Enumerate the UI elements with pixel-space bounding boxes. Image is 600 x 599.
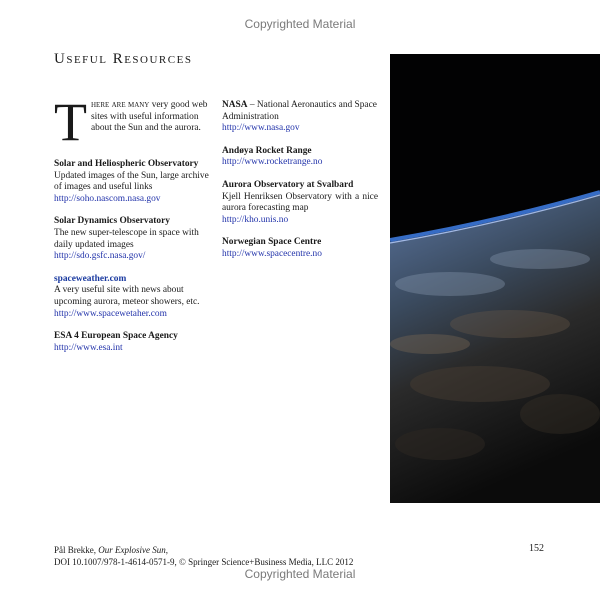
- resource-link[interactable]: http://www.rocketrange.no: [222, 157, 323, 168]
- resource-link[interactable]: http://www.nasa.gov: [222, 123, 300, 134]
- intro-paragraph: [54, 92, 214, 152]
- resource-title-rest: – National Aeronautics and Space Administration: [222, 100, 377, 122]
- resource-description: Updated images of the Sun, large archive of images and useful links: [54, 170, 209, 193]
- resource-sdo: [54, 216, 214, 262]
- resource-title-link[interactable]: spaceweather.com: [54, 273, 127, 284]
- earth-limb-image: [390, 54, 600, 503]
- resource-title: Andøya Rocket Range: [222, 145, 312, 156]
- resource-link[interactable]: http://kho.unis.no: [222, 214, 289, 225]
- resource-title: ESA 4 European Space Agency: [54, 331, 178, 342]
- footer-author-line: [54, 544, 353, 556]
- intro-rest: very good web sites with useful information about the Sun and the aurora.: [91, 100, 208, 134]
- watermark-top: Copyrighted Material: [244, 17, 356, 31]
- resource-description: The new super-telescope in space with daily updated images: [54, 227, 199, 250]
- resource-spaceweather: [54, 274, 214, 320]
- resource-title: Solar Dynamics Observatory: [54, 216, 170, 227]
- resource-title: Aurora Observatory at Svalbard: [222, 179, 354, 190]
- resource-svalbard: [222, 180, 378, 226]
- resource-title: [222, 100, 378, 123]
- earth-limb-photo: [390, 54, 600, 503]
- watermark-bottom: Copyrighted Material: [244, 567, 356, 581]
- resource-link[interactable]: http://www.esa.int: [54, 342, 123, 353]
- intro-smallcaps: here are many: [91, 100, 150, 110]
- footer-author: Pål Brekke,: [54, 545, 99, 555]
- resource-andoya: [222, 146, 378, 169]
- section-heading: Useful Resources: [54, 51, 193, 67]
- intro-text: [91, 100, 214, 135]
- resource-link[interactable]: http://www.spacecentre.no: [222, 248, 322, 259]
- resource-title: Norwegian Space Centre: [222, 237, 322, 248]
- resource-nasa: [222, 100, 378, 135]
- resource-link[interactable]: http://sdo.gsfc.nasa.gov/: [54, 251, 146, 262]
- resource-space-centre: [222, 237, 378, 260]
- right-column: [222, 100, 378, 272]
- resource-soho: [54, 159, 214, 205]
- footer-doi: DOI 10.1007/978-1-4614-0571-9, © Springer Science+Business Media, LLC 2012: [54, 557, 354, 567]
- resource-title: Solar and Heliospheric Observatory: [54, 159, 199, 169]
- drop-cap: T: [54, 92, 87, 152]
- footer-book-title: Our Explosive Sun,: [98, 545, 168, 555]
- footer-citation: [54, 544, 353, 568]
- resource-description: A very useful site with news about upcoming aurora, meteor showers, etc.: [54, 285, 200, 307]
- page-number: 152: [529, 543, 544, 554]
- left-column: [54, 92, 214, 365]
- resource-link[interactable]: http://www.spacewetaher.com: [54, 308, 167, 319]
- resource-esa: [54, 331, 214, 354]
- resource-title-bold: NASA: [222, 100, 248, 110]
- resource-link[interactable]: http://soho.nascom.nasa.gov: [54, 193, 161, 204]
- resource-description: Kjell Henriksen Observatory with a nice aurora forecasting map: [222, 191, 378, 214]
